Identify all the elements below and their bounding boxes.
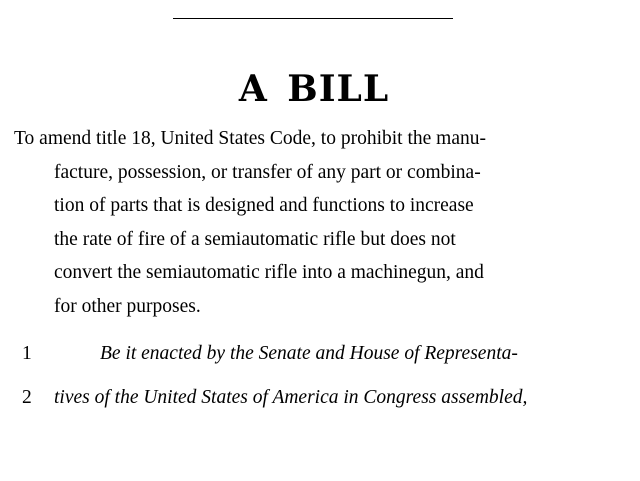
line-number: 2 — [22, 387, 32, 408]
top-rule-divider — [173, 18, 453, 19]
enacting-clause-line-2 — [0, 381, 640, 415]
enacting-clause-line-1 — [0, 337, 640, 371]
purpose-line-1: To amend title 18, United States Code, to prohibit the manu- — [14, 128, 486, 149]
purpose-line-2: facture, possession, or transfer of any part or combina- — [54, 161, 481, 183]
line-number: 1 — [22, 343, 32, 364]
purpose-line-6: for other purposes. — [54, 295, 201, 317]
bill-purpose — [14, 122, 612, 323]
purpose-line-3: tion of parts that is designed and functions to increase — [54, 195, 474, 216]
purpose-line-5: convert the semiautomatic rifle into a machinegun, and — [54, 262, 484, 283]
enacting-clause-text: Be it enacted by the Senate and House of Representa- — [100, 343, 518, 364]
enacting-clause-text: tives of the United States of America in Congress assembled, — [54, 387, 528, 408]
purpose-line-4: the rate of fire of a semiautomatic rifle but does not — [54, 228, 456, 250]
bill-title: A BILL — [238, 68, 390, 110]
